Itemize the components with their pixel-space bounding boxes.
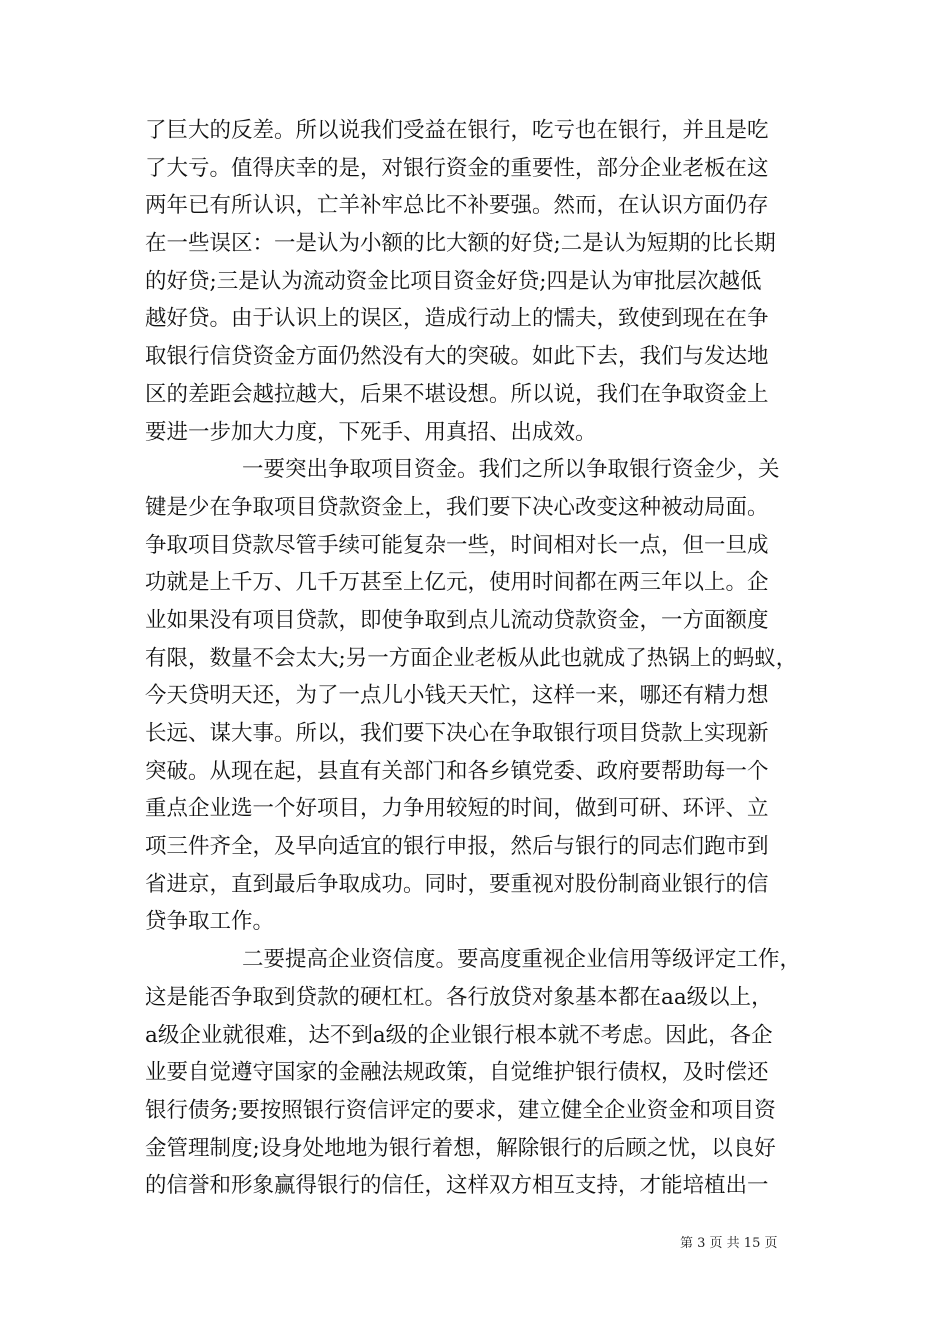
text-line: 突破。从现在起，县直有关部门和各乡镇党委、政府要帮助每一个 <box>145 758 769 784</box>
text-line: 取银行信贷资金方面仍然没有大的突破。如此下去，我们与发达地 <box>145 344 769 370</box>
text-line: 争取项目贷款尽管手续可能复杂一些，时间相对长一点，但一旦成 <box>145 532 769 558</box>
text-line: 键是少在争取项目贷款资金上，我们要下决心改变这种被动局面。 <box>145 494 769 520</box>
text-line: 贷争取工作。 <box>145 909 275 935</box>
text-line: 金管理制度;设身处地地为银行着想，解除银行的后顾之忧，以良好 <box>145 1135 776 1161</box>
paragraph-start-line: 二要提高企业资信度。要高度重视企业信用等级评定工作， <box>242 947 802 973</box>
text-line: 在一些误区：一是认为小额的比大额的好贷;二是认为短期的比长期 <box>145 231 776 257</box>
text-line: 业要自觉遵守国家的金融法规政策，自觉维护银行债权，及时偿还 <box>145 1060 769 1086</box>
text-line: 长远、谋大事。所以，我们要下决心在争取银行项目贷款上实现新 <box>145 721 769 746</box>
body-text <box>145 112 815 1205</box>
text-line: 了巨大的反差。所以说我们受益在银行，吃亏也在银行，并且是吃 <box>145 118 769 143</box>
text-line: 要进一步加大力度，下死手、用真招、出成效。 <box>145 419 597 445</box>
text-line: 了大亏。值得庆幸的是，对银行资金的重要性，部分企业老板在这 <box>145 155 769 181</box>
text-line: 这是能否争取到贷款的硬杠杠。各行放贷对象基本都在aa级以上， <box>145 984 773 1010</box>
text-line: 区的差距会越拉越大，后果不堪设想。所以说，我们在争取资金上 <box>145 381 769 407</box>
paragraph-start-line: 一要突出争取项目资金。我们之所以争取银行资金少，关 <box>242 457 780 483</box>
text-line: 的信誉和形象赢得银行的信任，这样双方相互支持，才能培植出一 <box>145 1173 769 1199</box>
text-line: 银行债务;要按照银行资信评定的要求，建立健全企业资金和项目资 <box>145 1097 776 1123</box>
text-line: 有限，数量不会太大;另一方面企业老板从此也就成了热锅上的蚂蚁， <box>145 645 798 671</box>
text-line: 两年已有所认识，亡羊补牢总比不补要强。然而，在认识方面仍存 <box>145 193 769 219</box>
text-line: 的好贷;三是认为流动资金比项目资金好贷;四是认为审批层次越低 <box>145 268 762 294</box>
text-line: 省进京，直到最后争取成功。同时，要重视对股份制商业银行的信 <box>145 871 769 897</box>
text-line: 重点企业选一个好项目，力争用较短的时间，做到可研、环评、立 <box>145 796 769 822</box>
text-line: 项三件齐全，及早向适宜的银行申报，然后与银行的同志们跑市到 <box>145 834 769 860</box>
text-line: 业如果没有项目贷款，即使争取到点儿流动贷款资金，一方面额度 <box>145 607 769 633</box>
text-line: 越好贷。由于认识上的误区，造成行动上的懦夫，致使到现在在争 <box>145 306 769 332</box>
text-line: 今天贷明天还，为了一点儿小钱天天忙，这样一来，哪还有精力想 <box>145 683 769 709</box>
text-line: 功就是上千万、几千万甚至上亿元，使用时间都在两三年以上。企 <box>145 570 769 596</box>
page-number-footer: 第 3 页 共 15 页 <box>680 1236 778 1251</box>
text-line: a级企业就很难，达不到a级的企业银行根本就不考虑。因此，各企 <box>145 1022 773 1048</box>
